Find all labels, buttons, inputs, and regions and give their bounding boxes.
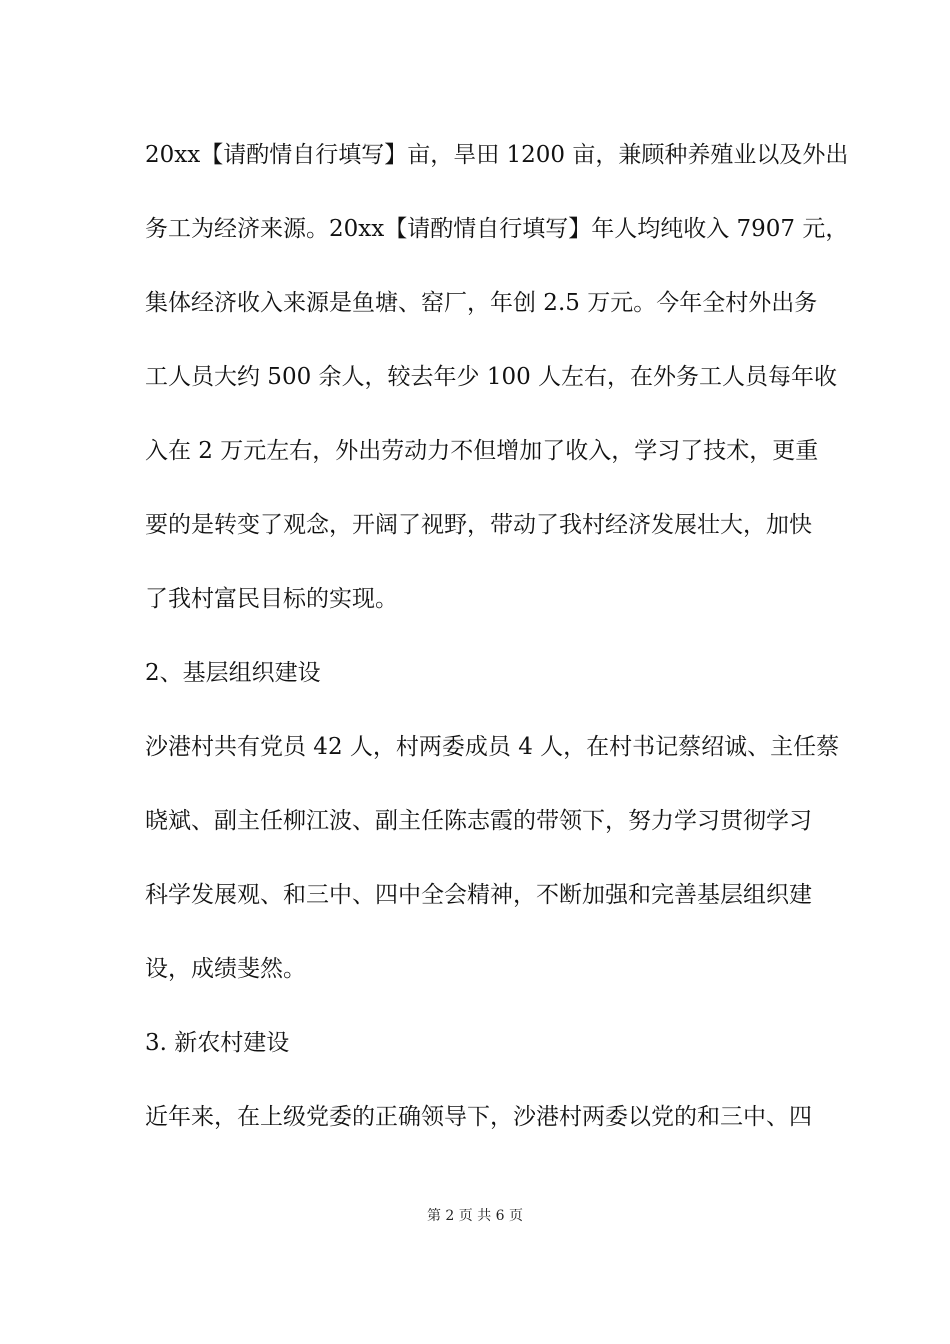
paragraph-line: 晓斌、副主任柳江波、副主任陈志霞的带领下，努力学习贯彻学习	[145, 808, 812, 834]
paragraph-line: 入在 2 万元左右，外出劳动力不但增加了收入，学习了技术，更重	[145, 438, 819, 464]
paragraph-line: 沙港村共有党员 42 人，村两委成员 4 人，在村书记蔡绍诚、主任蔡	[145, 734, 840, 760]
page-number: 第 2 页 共 6 页	[426, 1208, 524, 1224]
paragraph-line: 要的是转变了观念，开阔了视野，带动了我村经济发展壮大，加快	[145, 512, 812, 538]
paragraph-line: 近年来，在上级党委的正确领导下，沙港村两委以党的和三中、四	[145, 1104, 812, 1130]
paragraph-line: 工人员大约 500 余人，较去年少 100 人左右，在外务工人员每年收	[145, 364, 838, 390]
section-heading: 3. 新农村建设	[145, 1030, 290, 1056]
paragraph-line: 设，成绩斐然。	[145, 956, 306, 982]
paragraph-line: 20xx【请酌情自行填写】亩，旱田 1200 亩，兼顾种养殖业以及外出	[145, 142, 849, 168]
paragraph-line: 科学发展观、和三中、四中全会精神，不断加强和完善基层组织建	[145, 882, 812, 908]
paragraph-line: 务工为经济来源。20xx【请酌情自行填写】年人均纯收入 7907 元，	[145, 216, 849, 242]
section-heading: 2、基层组织建设	[145, 660, 321, 686]
paragraph-line: 了我村富民目标的实现。	[145, 586, 398, 612]
page-footer	[0, 1206, 950, 1226]
paragraph-line: 集体经济收入来源是鱼塘、窑厂，年创 2.5 万元。今年全村外出务	[145, 290, 818, 316]
